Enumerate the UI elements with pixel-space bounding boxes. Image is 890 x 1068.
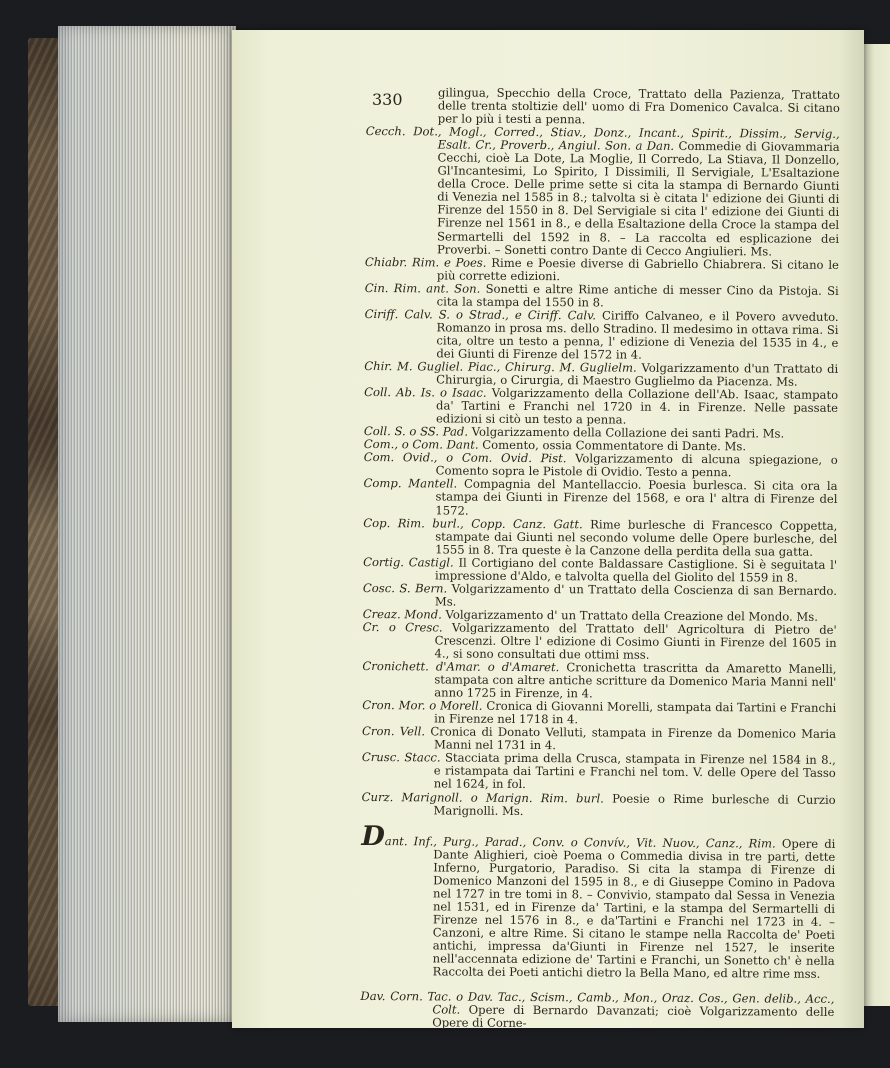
entry-body: Cronica di Donato Velluti, stampata in Firenze da Domenico Maria Manni nel 1731 in 4. bbox=[430, 724, 837, 753]
entry-head: Com. Ovid., o Com. Ovid. Pist. bbox=[363, 450, 567, 466]
entry-head: Cop. Rim. burl., Copp. Canz. Gatt. bbox=[363, 515, 583, 531]
list-item bbox=[364, 308, 838, 363]
entry-body: Volgarizzamento della Collazione dei santi Padri. Ms. bbox=[471, 424, 785, 441]
entry-body: Rime burlesche di Francesco Coppetta, stampate dai Giunti nel secondo volume delle Opere burlesche, del 1555 in 8. Tra queste è la Canzone della perdita della sua gatta. bbox=[435, 516, 838, 559]
list-item bbox=[364, 386, 838, 428]
facing-page-edge bbox=[864, 44, 890, 1006]
list-item bbox=[362, 660, 836, 702]
list-item bbox=[362, 791, 836, 820]
entry-dante bbox=[361, 820, 836, 981]
entry-body: Comento, ossia Commentatore di Dante. Ms. bbox=[482, 437, 747, 454]
entry-head: Coll. S. o SS. Pad. bbox=[363, 424, 469, 439]
entry-body: Compagnia del Mantellaccio. Poesia burlesca. Si cita ora la stampa dei Giunti in Firenze del 1568, e ora l' altra di Firenze del 1572. bbox=[435, 477, 838, 518]
entry-body: Volgarizzamento d'un Trattato di Chirurgia, o Cirurgia, di Maestro Guglielmo da Piacenza. Ms. bbox=[436, 360, 839, 389]
entry-body: Stacciata prima della Crusca, stampata in Firenze nel 1584 in 8., e ristampata dai Tartini e Franchi nel tom. V. delle Opere del Tasso nel 1624, in fol. bbox=[433, 750, 836, 792]
entry-body: Volgarizzamento del Trattato dell' Agricoltura di Pietro de' Crescenzi. Oltre l' edizione di Cosimo Giunti in Firenze del 1605 in 4., si sono consultati due ottimi mss. bbox=[434, 620, 837, 662]
entry-head: Curz. Marignoll. o Marign. Rim. burl. bbox=[361, 789, 604, 805]
list-item bbox=[363, 517, 837, 559]
entry-head: Dav. Corn. Tac. o Dav. Tac., Scism., Camb., Mon., Oraz. Cos., Gen. delib., Acc., Colt. bbox=[360, 988, 835, 1017]
entry-body: Ciriffo Calvaneo, e il Povero avveduto. Romanzo in prosa ms. dello Stradino. Il medesimo in ottava rima. Si cita, oltre un testo a penna, l' edizione di Venezia del 1535 in 4., e dei Giunti di Firenze del 1572 in 4. bbox=[436, 308, 839, 362]
entry-head: Chir. M. Gugliel. Piac., Chirurg. M. Guglielm. bbox=[364, 358, 637, 375]
entry-body: Sonetti e altre Rime antiche di messer Cino da Pistoja. Si cita la stampa del 1550 in 8. bbox=[436, 281, 839, 310]
entry-body: Poesie o Rime burlesche di Curzio Marignolli. Ms. bbox=[433, 791, 836, 818]
page-edges bbox=[58, 26, 236, 1022]
list-item bbox=[362, 751, 836, 793]
text-column bbox=[360, 86, 840, 1032]
entry-head: Cosc. S. Bern. bbox=[362, 580, 448, 596]
list-item bbox=[365, 125, 840, 258]
entry-head: Ciriff. Calv. S. o Strad., e Ciriff. Calv. bbox=[364, 306, 597, 323]
entry-body: Il Cortigiano del conte Baldassare Castiglione. Si è seguitata l' impressione d'Aldo, e talvolta quella del Giolito del 1559 in 8. bbox=[434, 555, 838, 585]
entry-body: Cronica di Giovanni Morelli, stampata dai Tartini e Franchi in Firenze nel 1718 in 4. bbox=[434, 698, 837, 727]
entry-list bbox=[362, 125, 840, 819]
entry-body: Opere di Dante Alighieri, cioè Poema o Commedia divisa in tre parti, dette Inferno, Purgatorio, Paradiso. Si cita la stampa di Firenze di Domenico Manzoni del 1595 in 8., e di Giuseppe Comino in Padova nel 1727 in tre tomi in 8. – Convivio, stampato dal Sessa in Venezia nel 1531, ed in Firenze da' Tartini, e la stampa del Sermartelli di Firenze nel 1576 in 8., e da'Tartini e Franchi nel 1723 in 4. – Canzoni, e altre Rime. Si citano le stampe nella Raccolta de' Poeti antichi, impressa da'Giunti in Firenze nel 1527, le inserite nell'accennata edizione de' Tartini e Franchi, un Sonetto ch' è nella Raccolta dei Poeti antichi dietro la Bella Mano, ed altre rime mss. bbox=[432, 836, 836, 981]
drop-cap: D bbox=[361, 820, 385, 852]
entry-body: Volgarizzamento d' un Trattato della Creazione del Mondo. Ms. bbox=[445, 607, 818, 624]
entry-head: Comp. Mantell. bbox=[363, 476, 458, 491]
entry-body: Rime e Poesie diverse di Gabriello Chiabrera. Si citano le più corrette edizioni. bbox=[436, 255, 839, 283]
entry-head: Cin. Rim. ant. Son. bbox=[364, 280, 481, 296]
entry-head: Cr. o Cresc. bbox=[362, 619, 443, 635]
entry-head: Chiabr. Rim. e Poes. bbox=[364, 254, 487, 270]
entry-body: Cronichetta trascritta da Amaretto Manelli, stampata con altre antiche scritture da Domenico Maria Manni nell' anno 1725 in Firenze, in 4. bbox=[434, 660, 837, 701]
entry-body: Volgarizzamento di alcuna spiegazione, o Comento sopra le Pistole di Ovidio. Testo a penna. bbox=[435, 451, 838, 480]
entry-head: Crusc. Stacc. bbox=[361, 750, 441, 765]
entry-body: Volgarizzamento della Collazione dell'Ab. Isaac, stampato da' Tartini e Franchi nel 1720 in 4. in Firenze. Nelle passate edizioni si citò un testo a penna. bbox=[435, 385, 839, 427]
entry-head: Creaz. Mond. bbox=[362, 606, 442, 622]
intro-paragraph: gilingua, Specchio della Croce, Trattato della Pazienza, Trattato delle trenta stoltizie dell' uomo di Fra Domenico Cavalca. Si citano per lo più i testi a penna. bbox=[437, 85, 840, 127]
page-number: 330 bbox=[372, 90, 403, 109]
entry-head: Cron. Mor. o Morell. bbox=[362, 698, 483, 713]
book-page bbox=[232, 30, 864, 1028]
entry-head: Cecch. Dot., Mogl., Corred., Stiav., Donz., Incant., Spirit., Dissim., Servig., Esalt. Cr., Proverb., Angiul. Son. a Dan. bbox=[365, 124, 840, 154]
entry-head: Cron. Vell. bbox=[362, 724, 426, 739]
entry-davanzati bbox=[360, 990, 834, 1032]
list-item bbox=[362, 621, 836, 663]
entry-head: Cortig. Castigl. bbox=[363, 554, 454, 570]
entry-head: Com., o Com. Dant. bbox=[363, 437, 479, 452]
entry-head: ant. Inf., Purg., Parad., Conv. o Convív., Vit. Nuov., Canz., Rim. bbox=[384, 833, 776, 851]
entry-body: Commedie di Giovammaria Cecchi, cioè La Dote, La Moglie, Il Corredo, La Stiava, Il Donzello, Gl'Incantesimi, Lo Spirito, I Dissimili, Il Servigiale, L'Esaltazione della Croce. Delle prime sette si cita la stampa di Bernardo Giunti di Venezia nel 1585 in 8.; talvolta si è citata l' edizione dei Giunti di Firenze del 1550 in 8. Del Servigiale si cita l' edizione dei Giunti di Firenze nel 1561 in 8., e della Esaltazione della Croce la stampa del Sermartelli del 1592 in 8. – La raccolta ed esplicazione dei Proverbi. – Sonetti contro Dante di Cecco Angiulieri. Ms. bbox=[436, 139, 840, 259]
entry-body: Opere di Bernardo Davanzati; cioè Volgarizzamento delle Opere di Corne- bbox=[432, 1002, 835, 1030]
entry-head: Cronichett. d'Amar. o d'Amaret. bbox=[362, 659, 560, 675]
list-item bbox=[363, 477, 837, 519]
entry-body: Volgarizzamento d' un Trattato della Coscienza di san Bernardo. Ms. bbox=[434, 581, 837, 609]
entry-head: Coll. Ab. Is. o Isaac. bbox=[364, 385, 487, 400]
